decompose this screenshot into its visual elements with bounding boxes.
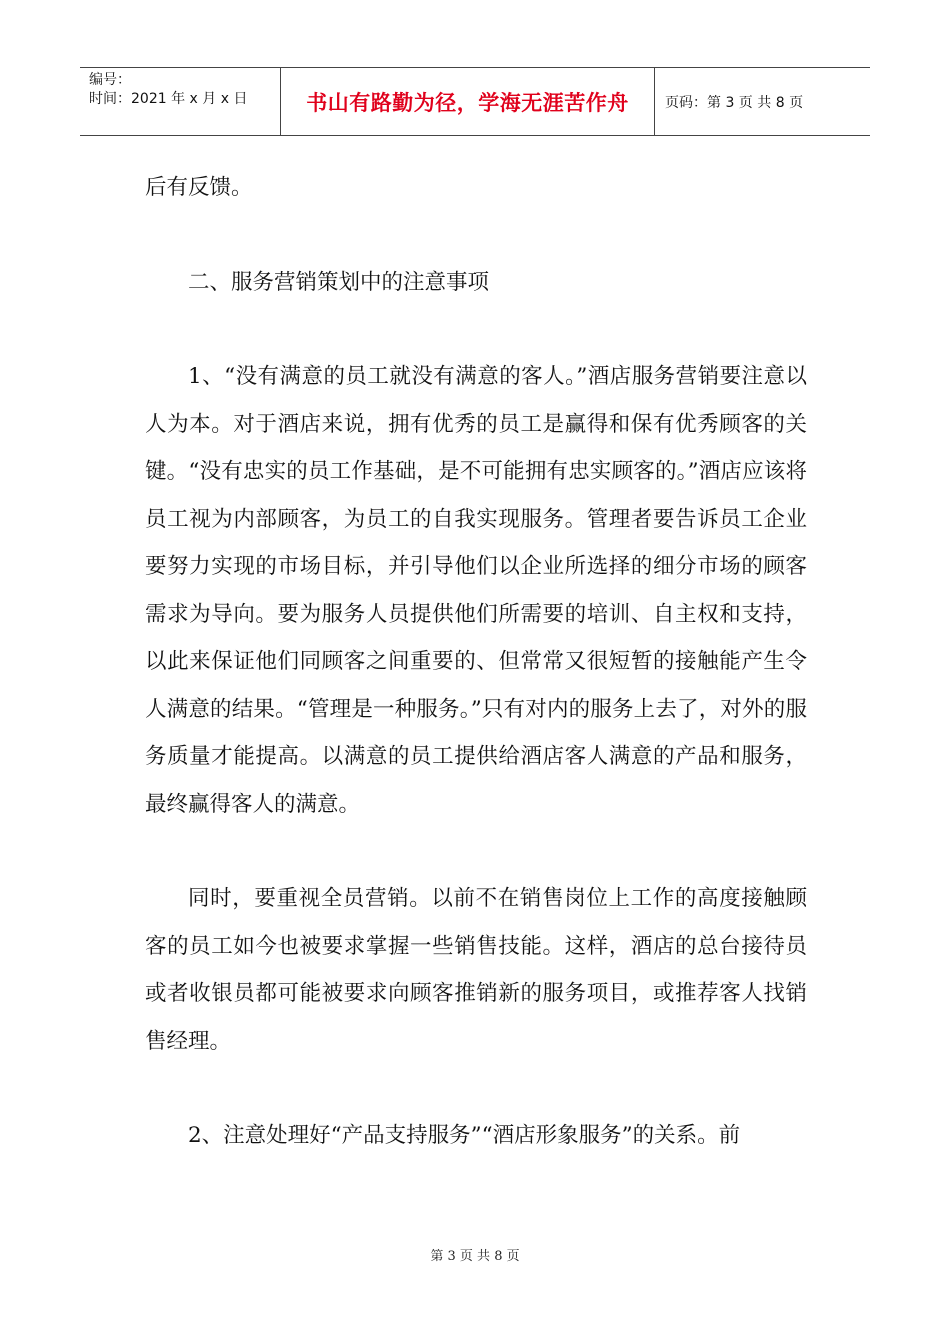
header-motto: 书山有路勤为径，学海无涯苦作舟	[281, 68, 655, 135]
document-body	[145, 164, 807, 1160]
paragraph-3: 2、注意处理好“产品支持服务”“酒店形象服务”的关系。前	[188, 1123, 741, 1148]
document-header	[80, 67, 870, 136]
paragraph-2: 同时，要重视全员营销。以前不在销售岗位上工作的高度接触顾客的员工如今也被要求掌握一些销售技能。这样，酒店的总台接待员或者收银员都可能被要求向顾客推销新的服务项目，或推荐客人找销售经理。	[145, 886, 807, 1054]
page-footer: 第 3 页 共 8 页	[430, 1249, 520, 1264]
header-meta-cell	[80, 68, 281, 135]
document-number-label: 编号：	[89, 72, 131, 88]
document-time-label: 时间：2021 年 x 月 x 日	[89, 91, 248, 107]
section-heading: 二、服务营销策划中的注意事项	[188, 269, 490, 295]
paragraph-1: 1、“没有满意的员工就没有满意的客人。”酒店服务营销要注意以人为本。对于酒店来说，拥有优秀的员工是赢得和保有优秀顾客的关键。“没有忠实的员工作基础，是不可能拥有忠实顾客的。”酒店应该将员工视为内部顾客，为员工的自我实现服务。管理者要告诉员工企业要努力实现的市场目标，并引导他们以企业所选择的细分市场的顾客需求为导向。要为服务人员提供他们所需要的培训、自主权和支持，以此来保证他们同顾客之间重要的、但常常又很短暂的接触能产生令人满意的结果。“管理是一种服务。”只有对内的服务上去了，对外的服务质量才能提高。以满意的员工提供给酒店客人满意的产品和服务，最终赢得客人的满意。	[145, 364, 807, 817]
paragraph-continuation: 后有反馈。	[145, 175, 253, 200]
header-page-info: 页码：第 3 页 共 8 页	[665, 94, 804, 111]
